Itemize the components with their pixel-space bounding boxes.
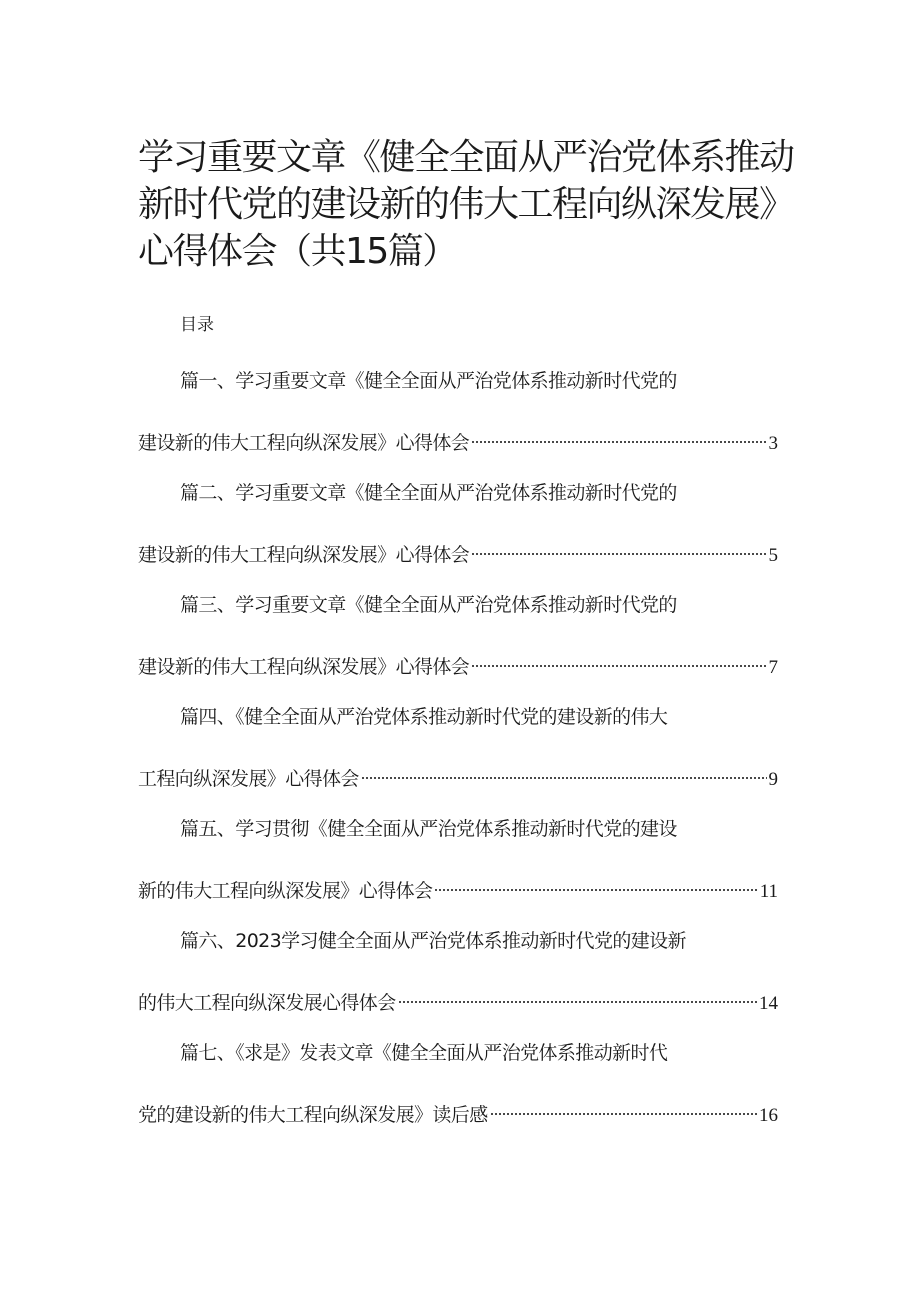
toc-entry-line-2 — [138, 983, 778, 1017]
toc-page-number: 16 — [759, 1105, 778, 1126]
toc-entry-line-1: 篇二、学习重要文章《健全全面从严治党体系推动新时代党的 — [180, 482, 677, 504]
toc-heading: 目录 — [180, 315, 214, 335]
dot-leader — [471, 423, 766, 449]
dot-leader — [398, 983, 757, 1009]
title-line-2: 新时代党的建设新的伟大工程向纵深发展》 — [138, 184, 794, 225]
dot-leader — [471, 647, 766, 673]
toc-page-number: 5 — [768, 545, 778, 566]
toc-entry-line-1: 篇一、学习重要文章《健全全面从严治党体系推动新时代党的 — [180, 370, 677, 392]
dot-leader — [361, 759, 767, 785]
title-line-1: 学习重要文章《健全全面从严治党体系推动 — [138, 137, 794, 178]
toc-entry-line-1: 篇三、学习重要文章《健全全面从严治党体系推动新时代党的 — [180, 594, 677, 616]
toc-entry-text: 工程向纵深发展》心得体会 — [138, 768, 359, 790]
toc-page-number: 9 — [768, 769, 778, 790]
toc-entry-line-2 — [138, 647, 778, 681]
toc-entry-text: 党的建设新的伟大工程向纵深发展》读后感 — [138, 1104, 488, 1126]
toc-entry-line-1: 篇七、《求是》发表文章《健全全面从严治党体系推动新时代 — [180, 1042, 668, 1064]
toc-entry-text: 新的伟大工程向纵深发展》心得体会 — [138, 880, 433, 902]
dot-leader — [490, 1095, 757, 1121]
toc-entry-text: 建设新的伟大工程向纵深发展》心得体会 — [138, 432, 470, 454]
toc-entry-text: 建设新的伟大工程向纵深发展》心得体会 — [138, 544, 470, 566]
toc-entry-text: 的伟大工程向纵深发展心得体会 — [138, 992, 396, 1014]
toc-entry-line-2 — [138, 1095, 778, 1129]
dot-leader — [434, 871, 757, 897]
title-line-3: 心得体会（共15篇） — [138, 231, 457, 272]
toc-page-number: 14 — [759, 993, 778, 1014]
toc-page-number: 7 — [768, 657, 778, 678]
toc-entry-line-1: 篇四、《健全全面从严治党体系推动新时代党的建设新的伟大 — [180, 706, 668, 728]
toc-entry-line-1: 篇五、学习贯彻《健全全面从严治党体系推动新时代党的建设 — [180, 818, 677, 840]
toc-entry-line-2 — [138, 759, 778, 793]
toc-entry-line-2 — [138, 871, 778, 905]
toc-page-number: 3 — [768, 433, 778, 454]
toc-entry-line-1: 篇六、2023学习健全全面从严治党体系推动新时代党的建设新 — [180, 930, 686, 952]
dot-leader — [471, 535, 766, 561]
toc-entry-line-2 — [138, 535, 778, 569]
toc-entry-line-2 — [138, 423, 778, 457]
toc-page-number: 11 — [759, 881, 778, 902]
toc-entry-text: 建设新的伟大工程向纵深发展》心得体会 — [138, 656, 470, 678]
